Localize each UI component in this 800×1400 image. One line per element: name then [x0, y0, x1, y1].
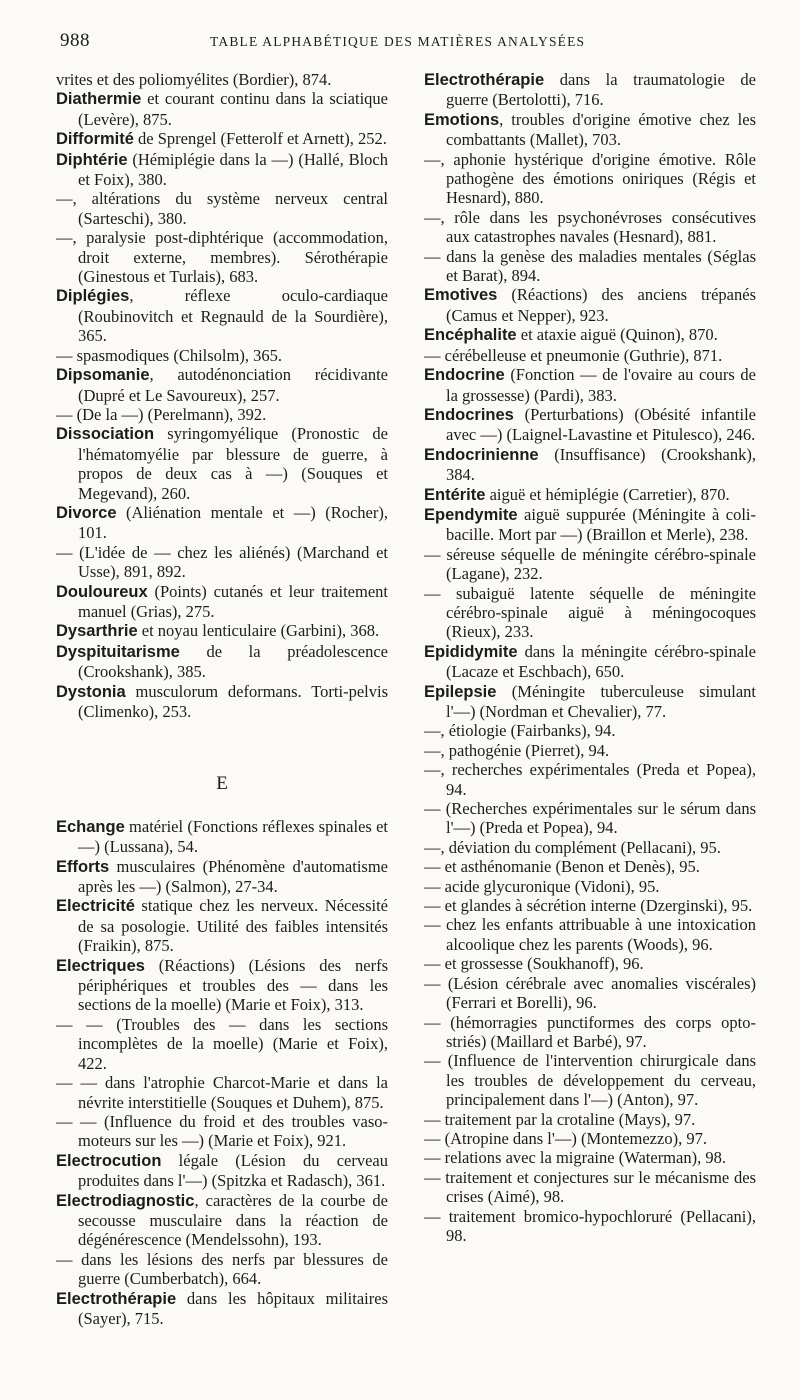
entry-text: — traitement bromico-hypochloruré (Pellacani), 98. [424, 1206, 756, 1245]
index-entry [424, 445, 756, 485]
index-entry [56, 956, 388, 1015]
entry-text: — (Recherches expérimentales sur le sérum dans l'—) (Preda et Popea), 94. [424, 799, 756, 838]
index-entry [424, 760, 756, 799]
entry-headword: Encéphalite [424, 326, 517, 345]
index-entry [424, 405, 756, 445]
index-entry [424, 954, 756, 973]
index-entry [56, 286, 388, 345]
index-entry [56, 150, 388, 190]
entry-text: — (hémorragies punctiformes des corps opto-striés) (Maillard et Barbé), 97. [424, 1012, 756, 1051]
index-entry [424, 70, 756, 110]
index-entry [56, 857, 388, 897]
entry-text: — et grossesse (Soukhanoff), 96. [424, 954, 644, 974]
index-entry [56, 405, 388, 424]
entry-text: (Points) cutanés et leur traitement manuel (Grias), 275. [78, 581, 388, 621]
entry-text: — traitement et conjectures sur le mécanisme des crises (Aimé), 98. [424, 1167, 756, 1207]
index-entry [424, 721, 756, 740]
entry-headword: Ependymite [424, 505, 518, 524]
index-entry [424, 642, 756, 682]
section-letter: E [216, 773, 228, 795]
left-entries-top [56, 70, 388, 721]
entry-text: légale (Lésion du cerveau produites dans l'—) (Spitzka et Radasch), 361. [78, 1150, 388, 1191]
entry-headword: Electrodiagnostic [56, 1191, 195, 1210]
running-head: TABLE ALPHABÉTIQUE DES MATIÈRES ANALYSÉES [210, 34, 586, 49]
index-entry [424, 1051, 756, 1109]
entry-text: (Hémiplégie dans la —) (Hallé, Bloch et Foix), 380. [78, 149, 388, 190]
entry-text: musculorum deformans. Torti-pelvis (Climenko), 253. [78, 681, 388, 721]
index-entry [56, 1289, 388, 1329]
index-entry [424, 877, 756, 896]
entry-text: et noyau lenticulaire (Garbini), 368. [137, 621, 380, 641]
entry-text: (Réactions) (Lésions des nerfs périphériques et troubles des — dans les sections de la moelle) (Marie et Foix), 313. [78, 955, 388, 1015]
entry-text: , autodénonciation récidivante (Dupré et Le Savoureux), 257. [78, 365, 388, 405]
entry-headword: Epilepsie [424, 682, 497, 701]
entry-headword: Dystonia [56, 682, 126, 701]
entry-text: (Méningite tuberculeuse simulant l'—) (Nordman et Chevalier), 77. [446, 681, 756, 721]
index-entry [56, 424, 388, 503]
entry-headword: Electricité [56, 897, 135, 916]
index-entry [56, 1073, 388, 1112]
entry-headword: Epididymite [424, 642, 518, 661]
index-entry [56, 621, 388, 641]
entry-headword: Electrothérapie [56, 1289, 177, 1308]
entry-text: aiguë suppurée (Méningite à coli-bacille. Mort par —) (Braillon et Merle), 238. [446, 504, 756, 545]
index-entry [424, 896, 756, 915]
entry-text: — (Lésion cérébrale avec anomalies viscérales) (Ferrari et Borelli), 96. [424, 973, 756, 1013]
index-entry [424, 150, 756, 208]
index-entry [56, 817, 388, 857]
entry-text: —, pathogénie (Pierret), 94. [424, 740, 610, 760]
entry-headword: Diathermie [56, 90, 142, 109]
index-entry [424, 325, 756, 345]
entry-text: — dans la genèse des maladies mentales (Séglas et Barat), 894. [424, 246, 756, 286]
entry-text: dans les hôpitaux militaires (Sayer), 715. [78, 1288, 388, 1328]
index-entry [56, 189, 388, 228]
entry-text: — subaiguë latente séquelle de méningite cérébro-spinale aiguë à méningocoques (Rieux), 233. [424, 583, 756, 642]
entry-text: , troubles d'origine émotive chez les combattants (Mallet), 703. [446, 109, 756, 150]
index-entry [424, 974, 756, 1013]
entry-text: dans la méningite cérébro-spinale (Lacaze et Eschbach), 650. [446, 641, 756, 682]
index-entry [56, 896, 388, 955]
index-entry [424, 1129, 756, 1148]
index-entry [424, 1013, 756, 1052]
entry-text: statique chez les nerveux. Nécessité de sa posologie. Utilité des faibles intensités (Fraikin), 875. [78, 896, 388, 956]
entry-text: —, étiologie (Fairbanks), 94. [424, 721, 616, 741]
index-entry [56, 70, 388, 89]
index-entry [424, 1110, 756, 1129]
entry-headword: Endocrine [424, 366, 505, 385]
index-entry [424, 838, 756, 857]
entry-text: — cérébelleuse et pneumonie (Guthrie), 871. [424, 345, 723, 365]
entry-text: de la préadolescence (Crookshank), 385. [78, 641, 388, 682]
index-entry [56, 543, 388, 582]
entry-text: — et glandes à sécrétion interne (Dzerginski), 95. [424, 896, 753, 916]
entry-text: (Aliénation mentale et —) (Rocher), 101. [78, 502, 388, 543]
left-column [56, 70, 388, 1328]
index-entry [424, 346, 756, 365]
index-entry [424, 1168, 756, 1207]
entry-text: — — (Influence du froid et des troubles vaso-moteurs sur les —) (Marie et Foix), 921. [56, 1111, 388, 1151]
entry-text: vrites et des poliomyélites (Bordier), 874. [56, 70, 332, 89]
entry-headword: Electriques [56, 956, 145, 975]
entry-text: (Réactions) des anciens trépanés (Camus et Nepper), 923. [446, 285, 756, 325]
entry-text: et ataxie aiguë (Quinon), 870. [516, 325, 718, 345]
entry-text: dans la traumatologie de guerre (Bertolotti), 716. [446, 70, 756, 110]
entry-text: —, recherches expérimentales (Preda et Popea), 94. [424, 760, 756, 799]
entry-headword: Emotives [424, 286, 498, 305]
entry-headword: Endocrines [424, 405, 514, 424]
entry-headword: Efforts [56, 857, 110, 876]
entry-text: de Sprengel (Fetterolf et Arnett), 252. [133, 129, 387, 149]
index-entry [424, 545, 756, 584]
entry-text: — relations avec la migraine (Waterman), 98. [424, 1148, 726, 1168]
entry-headword: Endocrinienne [424, 445, 539, 464]
index-entry [424, 584, 756, 642]
index-entry [56, 1250, 388, 1289]
page-number: 988 [60, 30, 90, 51]
entry-text: —, rôle dans les psychonévroses consécutives aux catastrophes navales (Hesnard), 881. [424, 207, 756, 247]
index-entry [424, 682, 756, 722]
entry-headword: Entérite [424, 485, 486, 504]
entry-text: — traitement par la crotaline (Mays), 97. [424, 1109, 696, 1129]
entry-text: — (L'idée de — chez les aliénés) (Marchand et Usse), 891, 892. [56, 542, 388, 582]
entry-text: —, altérations du système nerveux central (Sarteschi), 380. [56, 189, 388, 228]
entry-text: —, paralysie post-diphtérique (accommodation, droit externe, membres). Sérothérapie (Ginestous et Turlais), 683. [56, 228, 388, 287]
entry-text: et courant continu dans la sciatique (Levère), 875. [78, 89, 388, 129]
entry-headword: Dissociation [56, 425, 155, 444]
index-entry [56, 89, 388, 129]
entry-text: (Insuffisance) (Crookshank), 384. [446, 444, 756, 485]
entry-text: (Fonction — de l'ovaire au cours de la grossesse) (Pardi), 383. [446, 365, 756, 405]
index-entry [56, 682, 388, 722]
entry-headword: Emotions [424, 110, 500, 129]
index-entry [424, 741, 756, 760]
entry-headword: Douloureux [56, 582, 148, 601]
entry-text: — — (Troubles des — dans les sections incomplètes de la moelle) (Marie et Foix), 422. [56, 1014, 388, 1073]
index-entry [56, 503, 388, 543]
index-entry [56, 642, 388, 682]
entry-headword: Divorce [56, 503, 117, 522]
index-entry [56, 1015, 388, 1073]
entry-text: syringomyélique (Pronostic de l'hématomyélie par blessure de guerre, à propos de deux cas à —) (Souques et Megevand), 260. [78, 424, 388, 503]
index-entry [56, 228, 388, 286]
entry-headword: Dysarthrie [56, 622, 138, 641]
entry-text: —, aphonie hystérique d'origine émotive. Rôle pathogène des émotions oniriques (Régis et Hesnard), 880. [424, 149, 756, 208]
index-entry [424, 110, 756, 150]
index-entry [56, 1191, 388, 1250]
entry-text: — séreuse séquelle de méningite cérébro-spinale (Lagane), 232. [424, 544, 756, 584]
index-entry [424, 799, 756, 838]
entry-text: matériel (Fonctions réflexes spinales et —) (Lussana), 54. [78, 816, 388, 857]
entry-text: aiguë et hémiplégie (Carretier), 870. [485, 484, 730, 504]
index-entry [56, 129, 388, 149]
entry-text: — acide glycuronique (Vidoni), 95. [424, 876, 660, 896]
entry-headword: Echange [56, 817, 125, 836]
index-entry [56, 346, 388, 365]
entry-text: — spasmodiques (Chilsolm), 365. [56, 345, 282, 365]
entry-text: (Perturbations) (Obésité infantile avec —) (Laignel-Lavastine et Pitulesco), 246. [446, 404, 756, 445]
entry-text: musculaires (Phénomène d'automatisme après les —) (Salmon), 27-34. [78, 856, 388, 897]
index-entry [424, 365, 756, 405]
index-entry [56, 1151, 388, 1191]
index-entry [424, 208, 756, 247]
entry-text: — dans les lésions des nerfs par blessures de guerre (Cumberbatch), 664. [56, 1249, 388, 1289]
entry-text: — (Atropine dans l'—) (Montemezzo), 97. [424, 1128, 707, 1148]
entry-headword: Dyspituitarisme [56, 642, 180, 661]
entry-text: —, déviation du complément (Pellacani), 95. [424, 837, 721, 857]
index-entry [56, 1112, 388, 1151]
right-column [424, 70, 756, 1245]
entry-text: , caractères de la courbe de secousse musculaire dans la réaction de dégénérescence (Mendelssohn), 193. [78, 1190, 388, 1250]
entry-text: — — dans l'atrophie Charcot-Marie et dans la névrite interstitielle (Souques et Duhem), 875. [56, 1073, 388, 1112]
entry-text: — et asthénomanie (Benon et Denès), 95. [424, 857, 700, 877]
index-entry [56, 582, 388, 622]
index-entry [424, 485, 756, 505]
index-entry [424, 285, 756, 325]
entry-headword: Electrocution [56, 1151, 162, 1170]
left-entries-bottom [56, 817, 388, 1329]
entry-headword: Electrothérapie [424, 71, 545, 89]
entry-headword: Difformité [56, 130, 134, 149]
entry-text: , réflexe oculo-cardiaque (Roubinovitch et Regnauld de la Sourdière), 365. [78, 286, 388, 346]
index-entry [424, 1207, 756, 1246]
entry-text: — (Influence de l'intervention chirurgicale dans les troubles de développement du cerveau, principalement dans l'—) (Anton), 97. [424, 1051, 756, 1110]
index-entry [424, 857, 756, 876]
entry-text: — (De la —) (Perelmann), 392. [56, 404, 267, 424]
index-entry [56, 365, 388, 405]
entry-text: — chez les enfants attribuable à une intoxication alcoolique chez les parents (Woods), 96. [424, 915, 756, 954]
index-entry [424, 247, 756, 286]
entry-headword: Dipsomanie [56, 366, 150, 385]
index-entry [424, 1148, 756, 1167]
index-entry [424, 915, 756, 954]
index-entry [424, 505, 756, 545]
entry-headword: Diplégies [56, 287, 130, 306]
entry-headword: Diphtérie [56, 150, 128, 169]
right-entries [424, 70, 756, 1245]
